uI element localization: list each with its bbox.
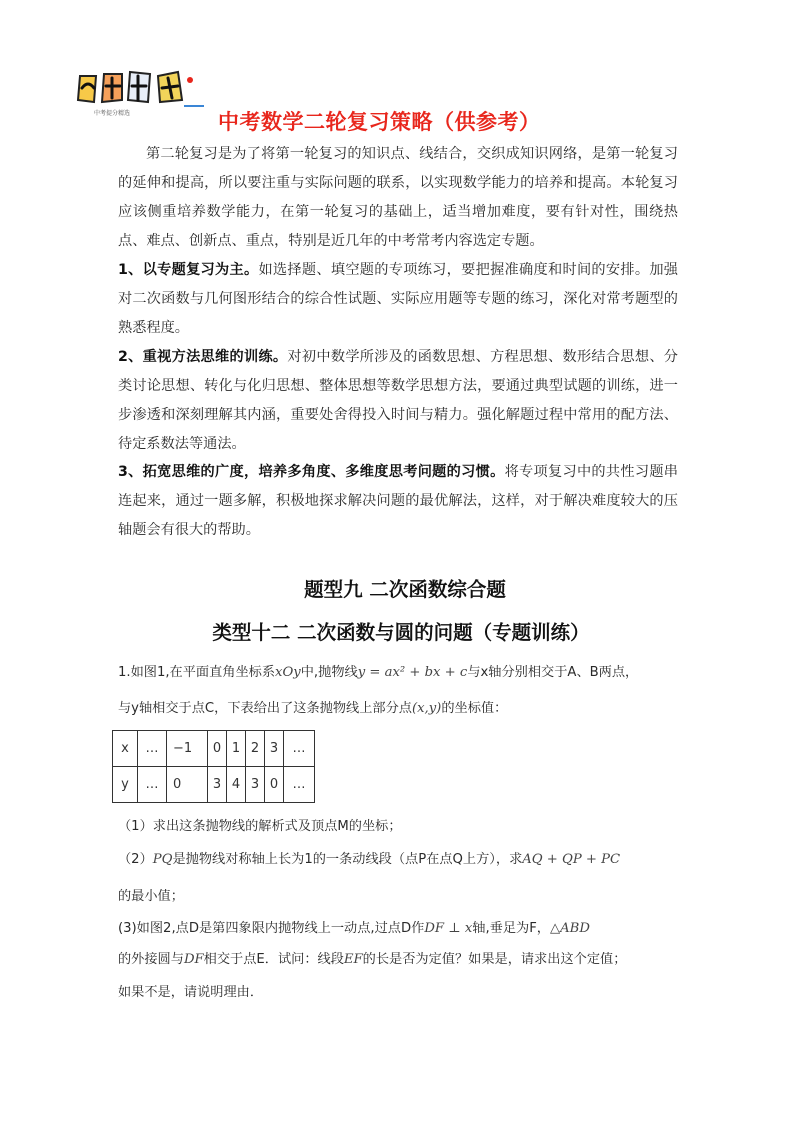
q1-math-parabola: y = ax² + bx + c	[357, 665, 468, 680]
coordinate-table	[112, 730, 315, 803]
sub3-math-abd: △ABD	[550, 921, 590, 936]
section-subtitle: 类型十二 二次函数与圆的问题（专题训练）	[212, 621, 590, 644]
sub3-text-c: 的外接圆与	[118, 952, 184, 967]
sub-question-2	[118, 845, 688, 874]
sub-question-3	[118, 914, 688, 943]
q1-text-c: 与x轴分别相交于A、B两点，	[467, 665, 639, 680]
sub2-math-pq: PQ	[152, 852, 173, 867]
table-cell: x	[113, 731, 138, 767]
q1-math-xoy: xOy	[275, 665, 301, 680]
q1-text-a: 1.如图1,在平面直角坐标系	[118, 665, 276, 680]
table-cell: 0	[208, 731, 227, 767]
sub2-text-a: （2）	[118, 852, 153, 867]
sub3-math-ef: EF	[343, 952, 363, 967]
q1-text-b: 中,抛物线	[300, 665, 358, 680]
table-cell: 4	[227, 767, 246, 803]
sub-question-1: （1）求出这条抛物线的解析式及顶点M的坐标；	[118, 819, 402, 834]
sub-question-3-line-3: 如果不是，请说明理由．	[118, 985, 264, 1000]
table-row-y	[113, 767, 315, 803]
strategy-point-1	[118, 256, 678, 343]
sub-question-3-line-2	[118, 945, 688, 974]
table-cell: …	[138, 731, 167, 767]
sub3-math-df2: DF	[183, 952, 204, 967]
sub3-text-e: 的长是否为定值？如果是，请求出这个定值；	[362, 952, 627, 967]
question-line-1	[118, 658, 688, 687]
table-cell: 0	[167, 767, 208, 803]
table-cell: 1	[227, 731, 246, 767]
table-cell: …	[284, 767, 315, 803]
strategy-point-1-head: 1、以专题复习为主。	[118, 262, 259, 278]
logo-graphic	[72, 66, 212, 124]
section-title: 题型九 二次函数综合题	[304, 578, 506, 601]
sub3-text-a: (3)如图2,点D是第四象限内抛物线上一动点,过点D作	[118, 921, 425, 936]
sub2-math-sum: AQ + QP + PC	[522, 852, 621, 867]
intro-paragraph: 第二轮复习是为了将第一轮复习的知识点、线结合，交织成知识网络，是第一轮复习的延伸和提高，所以要注重与实际问题的联系，以实现数学能力的培养和提高。本轮复习应该侧重培养数学能力，在第一轮复习的基础上，适当增加难度，要有针对性，围绕热点、难点、创新点、重点，特别是近几年的中考常考内容选定专题。	[118, 146, 678, 249]
table-cell: 2	[246, 731, 265, 767]
table-cell: …	[284, 731, 315, 767]
strategy-point-3	[118, 458, 678, 545]
q1-text-d: 与y轴相交于点C，下表给出了这条抛物线上部分点	[118, 701, 412, 716]
question-line-2	[118, 694, 688, 723]
logo	[72, 66, 212, 124]
strategy-point-3-head: 3、拓宽思维的广度，培养多角度、多维度思考问题的习惯。	[118, 464, 505, 480]
strategy-point-2-head: 2、重视方法思维的训练。	[118, 349, 288, 365]
q1-math-point: (x,y)	[411, 701, 442, 716]
page-title: 中考数学二轮复习策略（供参考）	[218, 110, 541, 134]
sub3-text-d: 相交于点E．试问：线段	[203, 952, 344, 967]
logo-subtitle: 中考提分精选	[94, 110, 131, 117]
strategy-point-2-body: 对初中数学所涉及的函数思想、方程思想、数形结合思想、分类讨论思想、转化与化归思想、整体思想等数学思想方法，要通过典型试题的训练，进一步渗透和深刻理解其内涵，重要处舍得投入时间与精力。强化解题过程中常用的配方法、待定系数法等通法。	[118, 349, 678, 452]
table-row-x	[113, 731, 315, 767]
table-cell: −1	[167, 731, 208, 767]
sub3-math-df: DF ⊥ x	[424, 921, 473, 936]
table-cell: 3	[208, 767, 227, 803]
sub-question-2-end: 的最小值；	[118, 889, 184, 904]
table-cell: 0	[265, 767, 284, 803]
table-cell: 3	[265, 731, 284, 767]
strategy-point-1-body: 如选择题、填空题的专项练习，要把握准确度和时间的安排。加强对二次函数与几何图形结合的综合性试题、实际应用题等专题的练习，深化对常考题型的熟悉程度。	[118, 262, 678, 336]
table-cell: 3	[246, 767, 265, 803]
table-cell: …	[138, 767, 167, 803]
q1-text-e: 的坐标值：	[441, 701, 508, 716]
sub2-text-b: 是抛物线对称轴上长为1的一条动线段（点P在点Q上方），求	[172, 852, 523, 867]
sub3-text-b: 轴,垂足为F，	[472, 921, 550, 936]
table-cell: y	[113, 767, 138, 803]
strategy-point-3-body: 将专项复习中的共性习题串连起来，通过一题多解，积极地探求解决问题的最优解法，这样，对于解决难度较大的压轴题会有很大的帮助。	[118, 464, 678, 538]
strategy-point-2	[118, 343, 678, 459]
